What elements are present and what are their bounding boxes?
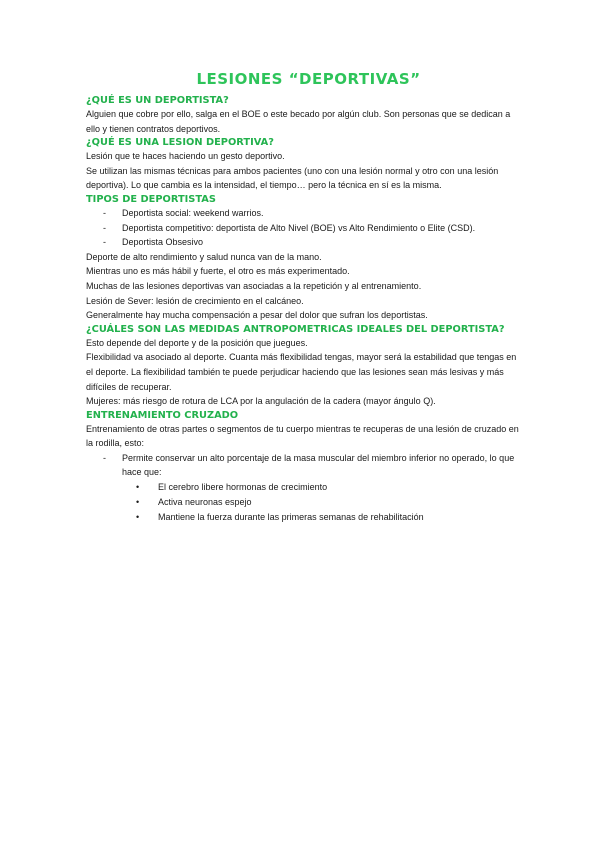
sublist-item [122, 480, 519, 495]
paragraph: Alguien que cobre por ello, salga en el BOE o este becado por algún club. Son personas que se dedican a ello y tienen contratos deportivos. [86, 109, 511, 134]
dash-marker: - [103, 237, 106, 248]
dash-marker: - [103, 207, 106, 218]
section-heading: ¿CUÁLES SON LAS MEDIDAS ANTROPOMETRICAS IDEALES DEL DEPORTISTA? [86, 323, 505, 335]
bullet-marker: • [136, 497, 140, 508]
dash-marker: - [103, 452, 106, 463]
bullet-marker: • [136, 482, 140, 493]
list-item-text: Deportista Obsesivo [122, 237, 204, 248]
paragraph: Generalmente hay mucha compensación a pesar del dolor que sufran los deportistas. [86, 310, 428, 321]
section-heading: ¿QUÉ ES UNA LESION DEPORTIVA? [86, 137, 274, 149]
section-heading: ENTRENAMIENTO CRUZADO [86, 409, 239, 421]
sublist-item [122, 495, 519, 510]
paragraph: Muchas de las lesiones deportivas van asociadas a la repetición y al entrenamiento. [86, 280, 422, 291]
paragraph: Lesión de Sever: lesión de crecimiento en el calcáneo. [86, 295, 304, 306]
list-item [86, 451, 519, 480]
dash-list [86, 206, 519, 250]
list-item [86, 235, 519, 250]
document-title: LESIONES “DEPORTIVAS” [196, 70, 421, 88]
dash-list [86, 451, 519, 480]
paragraph: Flexibilidad va asociado al deporte. Cuanta más flexibilidad tengas, mayor será la estabilidad que tengas en el deporte. La flexibilidad también te puede perjudicar haciendo que las lesiones sean más lesivas y más difíciles de recuperar. [86, 352, 517, 392]
sublist-item [122, 510, 519, 525]
paragraph: Mientras uno es más hábil y fuerte, el otro es más experimentado. [86, 266, 350, 277]
list-item [86, 206, 519, 221]
bullet-marker: • [136, 512, 140, 523]
list-item-text: Deportista competitivo: deportista de Alto Nivel (BOE) vs Alto Rendimiento o Elite (CSD). [122, 222, 476, 233]
bullet-sublist [86, 480, 519, 525]
paragraph: Entrenamiento de otras partes o segmentos de tu cuerpo mientras te recuperas de una lesión de cruzado en la rodilla, esto: [86, 423, 519, 449]
paragraph: Se utilizan las mismas técnicas para ambos pacientes (uno con una lesión normal y otro con una lesión deportiva). Lo que cambia es la intensidad, el tiempo… pero la técnica en sí es la misma. [86, 165, 499, 191]
sublist-item-text: Mantiene la fuerza durante las primeras semanas de rehabilitación [158, 512, 424, 523]
dash-marker: - [103, 222, 106, 233]
sublist-item-text: El cerebro libere hormonas de crecimiento [158, 482, 328, 493]
sublist-item-text: Activa neuronas espejo [158, 497, 252, 508]
list-item [86, 221, 519, 236]
section-heading: ¿QUÉ ES UN DEPORTISTA? [86, 95, 229, 106]
paragraph: Lesión que te haces haciendo un gesto deportivo. [86, 151, 285, 162]
paragraph: Deporte de alto rendimiento y salud nunca van de la mano. [86, 251, 322, 262]
list-item-text: Permite conservar un alto porcentaje de la masa muscular del miembro inferior no operado, lo que hace que: [122, 452, 515, 478]
section-heading: TIPOS DE DEPORTISTAS [86, 193, 216, 205]
paragraph: Esto depende del deporte y de la posición que juegues. [86, 337, 308, 348]
list-item-text: Deportista social: weekend warrios. [122, 207, 264, 218]
paragraph: Mujeres: más riesgo de rotura de LCA por la angulación de la cadera (mayor ángulo Q). [86, 396, 436, 407]
